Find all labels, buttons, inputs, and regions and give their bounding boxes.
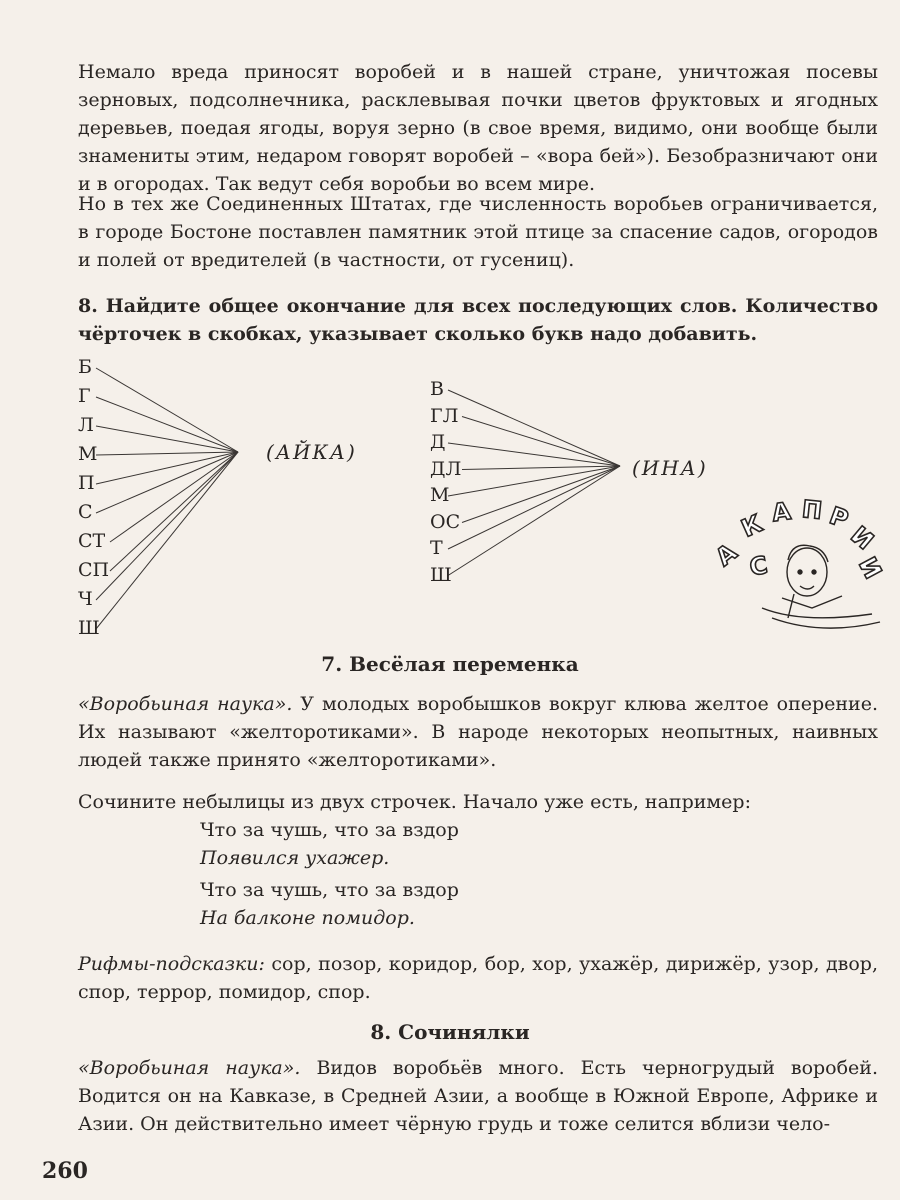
left-connector-line — [96, 452, 238, 513]
right-connector-line — [462, 466, 620, 470]
left-letter-8: Ч — [78, 588, 93, 610]
verse-1-line-1: Что за чушь, что за вздор — [200, 819, 459, 841]
verse-2-line-1: Что за чушь, что за вздор — [200, 879, 459, 901]
right-letter-0: В — [430, 378, 444, 400]
svg-text:С: С — [747, 550, 770, 582]
section-8-text: Видов воробьёв много. Есть черногрудый воробей. Водится он на Кавказе, в Средней Азии, а вообще в Южной Европе, Африке и Азии. Он действительно имеет чёрную грудь и тоже селится вблизи чело- — [78, 1057, 878, 1135]
left-letter-3: М — [78, 443, 98, 465]
svg-text:И: И — [845, 520, 879, 556]
section-7-paragraph — [78, 690, 878, 774]
right-connector-line — [462, 466, 620, 523]
svg-text:А: А — [770, 496, 793, 528]
right-letter-3: ДЛ — [430, 457, 462, 480]
rhyme-hints-lead: Рифмы-подсказки: — [78, 953, 265, 975]
left-letter-2: Л — [78, 414, 94, 436]
right-connector-line — [448, 466, 620, 549]
svg-text:Р: Р — [825, 501, 852, 534]
section-7-lead: «Воробьиная наука». — [78, 693, 293, 715]
rhyme-hints-list: сор, позор, коридор, бор, хор, ухажёр, дирижёр, узор, двор, спор, террор, помидор, спор. — [78, 953, 878, 1003]
left-letter-5: С — [78, 501, 93, 523]
section-7-title: 7. Весёлая переменка — [321, 652, 579, 676]
verse-2-line-2: На балконе помидор. — [200, 907, 415, 929]
right-letter-7: Ш — [430, 563, 452, 586]
ending-left: (АЙКА) — [266, 440, 357, 464]
left-letter-1: Г — [78, 385, 91, 407]
section-8-title: 8. Сочинялки — [370, 1020, 530, 1044]
verse-1-line-2: Появился ухажер. — [200, 847, 390, 869]
svg-text:К: К — [737, 509, 767, 543]
right-letter-5: ОС — [430, 510, 461, 533]
kaprisy-logo-illustration — [710, 490, 888, 640]
section-8-lead: «Воробьиная наука». — [78, 1057, 301, 1079]
left-connector-line — [96, 452, 238, 600]
left-letter-0: Б — [78, 356, 92, 378]
left-connector-line — [96, 452, 238, 455]
paragraph-sparrow-harm: Немало вреда приносят воробей и в нашей стране, уничтожая посевы зерновых, подсолнечника, расклевывая почки цветов фруктовых и ягодных деревьев, поедая ягоды, воруя зерно (в свое время, видимо, они вообще были знамениты этим, недаром говорят воробей – «вора бей»). Безобразничают они и в огородах. Так ведут себя воробьи во всем мире. — [78, 61, 878, 195]
right-letter-6: Т — [430, 537, 443, 559]
right-connector-line — [448, 466, 620, 576]
ending-right: (ИНА) — [632, 456, 708, 480]
left-connector-line — [110, 452, 238, 571]
left-letter-7: СП — [78, 559, 110, 581]
left-letter-4: П — [78, 472, 95, 494]
rhyme-hints — [78, 950, 878, 1006]
right-letter-4: М — [430, 484, 450, 506]
section-7-text: У молодых воробышков вокруг клюва желтое оперение. Их называют «желторотиками». В народе некоторых неопытных, наивных людей также принято «желторотиками». — [78, 693, 878, 771]
svg-text:А: А — [710, 538, 743, 572]
left-connector-line — [96, 452, 238, 629]
section-8-paragraph — [78, 1054, 878, 1138]
left-connector-line — [110, 452, 238, 542]
task-8-instruction: 8. Найдите общее окончание для всех последующих слов. Количество чёрточек в скобках, указывает сколько букв надо добавить. — [78, 295, 878, 345]
section-7-instruction: Сочините небылицы из двух строчек. Начало уже есть, например: — [78, 791, 751, 813]
page-number: 260 — [42, 1158, 88, 1184]
left-letter-6: СТ — [78, 530, 106, 552]
right-connector-line — [462, 417, 620, 467]
svg-text:П: П — [800, 495, 824, 525]
right-letter-2: Д — [430, 431, 446, 453]
left-letter-9: Ш — [78, 617, 100, 639]
paragraph-boston-monument: Но в тех же Соединенных Штатах, где численность воробьев ограничивается, в городе Бостоне поставлен памятник этой птице за спасение садов, огородов и полей от вредителей (в частности, от гусениц). — [78, 193, 878, 271]
left-connector-line — [96, 397, 238, 452]
svg-text:И: И — [852, 552, 888, 584]
right-connector-line — [448, 466, 620, 496]
right-letter-1: ГЛ — [430, 404, 459, 427]
